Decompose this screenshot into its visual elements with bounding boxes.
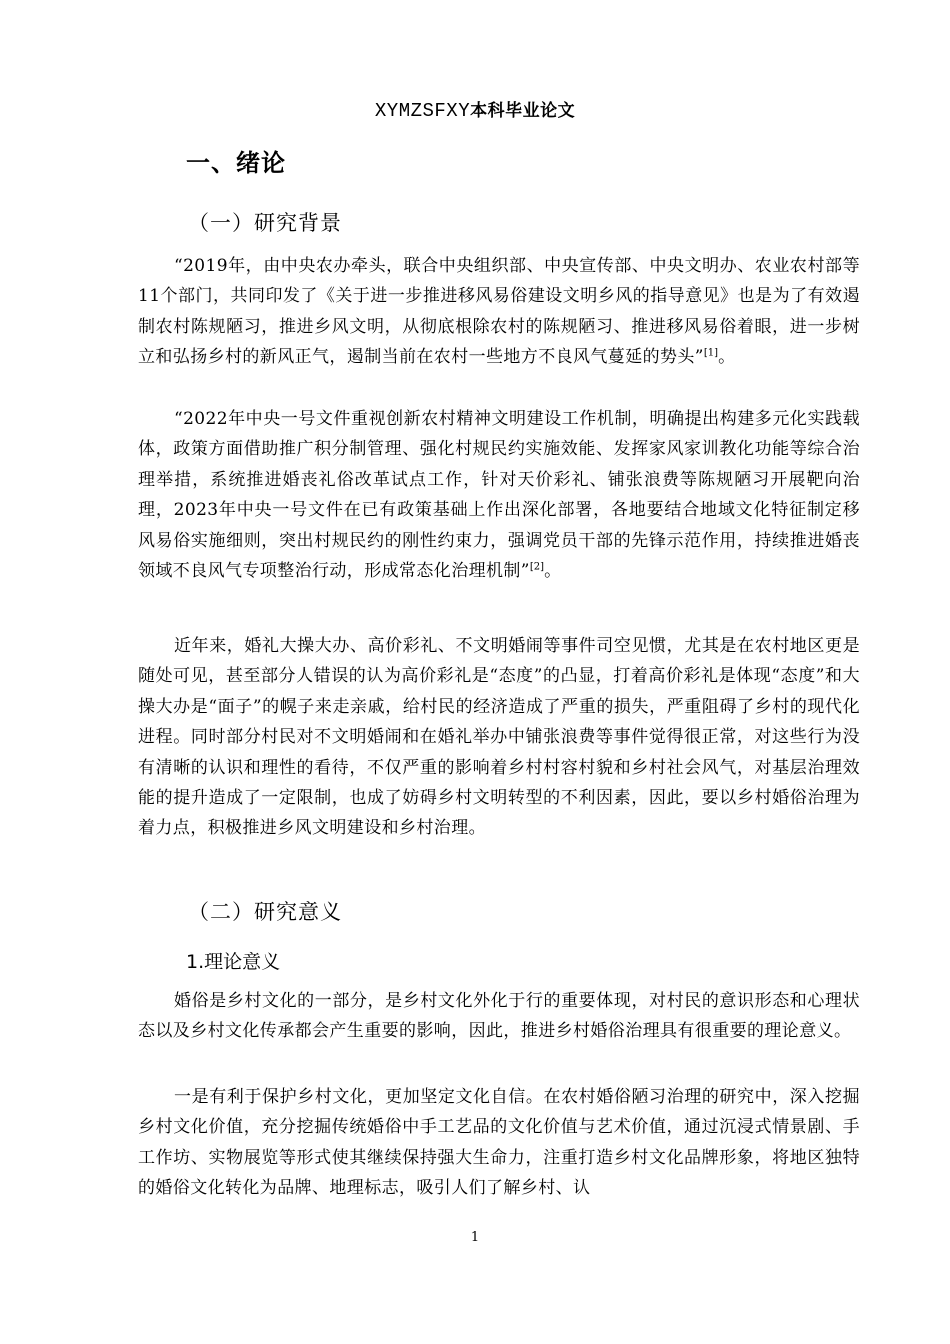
paragraph-end: 。 bbox=[544, 561, 562, 582]
section-title-background: （一）研究背景 bbox=[188, 211, 342, 235]
paragraph-theory-2: 一是有利于保护乡村文化，更加坚定文化自信。在农村婚俗陋习治理的研究中，深入挖掘乡村文化价值，充分挖掘传统婚俗中手工艺品的文化价值与艺术价值，通过沉浸式情景剧、手工作坊、实物展览等形式使其继续保持强大生命力，注重打造乡村文化品牌形象，将地区独特的婚俗文化转化为品牌、地理标志，吸引人们了解乡村、认 bbox=[138, 1087, 860, 1199]
header-label: 本科毕业论文 bbox=[470, 101, 576, 121]
paragraph-text: “2022年中央一号文件重视创新农村精神文明建设工作机制，明确提出构建多元化实践载体，政策方面借助推广积分制管理、强化村规民约实施效能、发挥家风家训教化功能等综合治理举措，系统推进婚丧礼俗改革试点工作，针对天价彩礼、铺张浪费等陈规陋习开展靶向治理，2023年中央一号文件在已有政策基础上作出深化部署，各地要结合地域文化特征制定移风易俗实施细则，突出村规民约的刚性约束力，强调党员干部的先锋示范作用，持续推进婚丧领域不良风气专项整治行动，形成常态化治理机制” bbox=[138, 409, 860, 582]
section-title-significance: （二）研究意义 bbox=[188, 900, 342, 924]
paragraph-background-3: 近年来，婚礼大操大办、高价彩礼、不文明婚闹等事件司空见惯，尤其是在农村地区更是随处可见，甚至部分人错误的认为高价彩礼是“态度”的凸显，打着高价彩礼是体现“态度”和大操大办是“面子”的幌子来走亲戚，给村民的经济造成了严重的损失，严重阻碍了乡村的现代化进程。同时部分村民对不文明婚闹和在婚礼举办中铺张浪费等事件觉得很正常，对这些行为没有清晰的认识和理性的看待，不仅严重的影响着乡村村容村貌和乡村社会风气，对基层治理效能的提升造成了一定限制，也成了妨碍乡村文明转型的不利因素，因此，要以乡村婚俗治理为着力点，积极推进乡风文明建设和乡村治理。 bbox=[138, 636, 860, 839]
header-code: XYMZSFXY bbox=[374, 100, 471, 122]
chapter-title: 一、绪论 bbox=[186, 149, 286, 177]
paragraph-background-1 bbox=[138, 251, 860, 373]
page-header bbox=[0, 96, 950, 125]
paragraph-background-2 bbox=[138, 404, 860, 586]
page-number: 1 bbox=[470, 1230, 480, 1245]
citation-ref-1: [1] bbox=[703, 347, 719, 359]
paragraph-end: 。 bbox=[718, 347, 736, 368]
paragraph-theory-1: 婚俗是乡村文化的一部分，是乡村文化外化于行的重要体现，对村民的意识形态和心理状态以及乡村文化传承都会产生重要的影响，因此，推进乡村婚俗治理具有很重要的理论意义。 bbox=[138, 991, 860, 1042]
subsection-title-theory: 1.理论意义 bbox=[186, 951, 281, 973]
paragraph-text: “2019年，由中央农办牵头，联合中央组织部、中央宣传部、中央文明办、农业农村部等11个部门，共同印发了《关于进一步推进移风易俗建设文明乡风的指导意见》也是为了有效遏制农村陈规陋习，推进乡风文明，从彻底根除农村的陈规陋习、推进移风易俗着眼，进一步树立和弘扬乡村的新风正气，遏制当前在农村一些地方不良风气蔓延的势头” bbox=[138, 256, 860, 368]
citation-ref-2: [2] bbox=[529, 561, 545, 573]
